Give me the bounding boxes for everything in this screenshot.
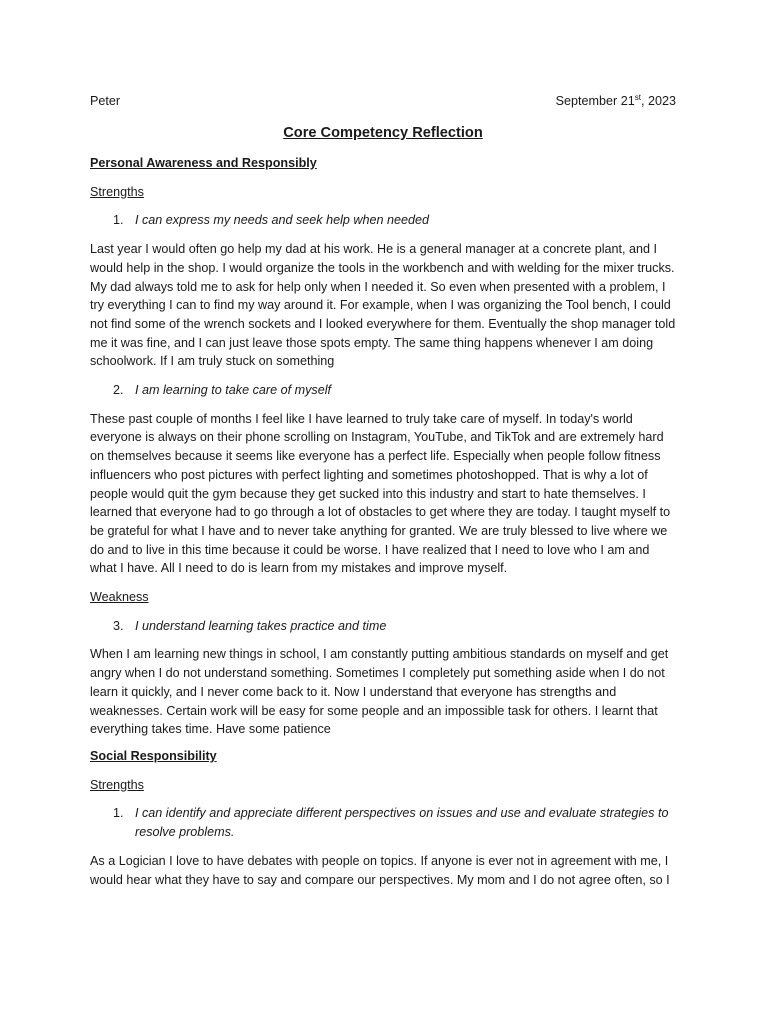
list-item-text: I understand learning takes practice and time	[135, 618, 387, 633]
paragraph: These past couple of months I feel like I have learned to truly take care of myself. In today's world everyone is always on their phone scrolling on Instagram, YouTube, and TikTok and are extremely hard on themselves because it seems like everyone has a perfect life. Especially when people follow fitness influencers who post pictures with perfect lighting and sometimes photoshopped. That is why a lot of people would quit the gym because they get sucked into this industry and start to hate themselves. I learned that everyone had to go through a lot of obstacles to get where they are today. I taught myself to be grateful for what I have and to never take anything for granted. We are truly blessed to live where we do and to live in this time because it could be worse. I have realized that I need to love who I am and what I have. All I need to do is learn from my mistakes and improve myself.	[90, 411, 671, 576]
list-item	[90, 617, 676, 636]
date-main: September 21	[555, 94, 635, 108]
date-year: , 2023	[640, 94, 676, 108]
list-number: 1.	[113, 806, 124, 821]
section-heading-social-responsibility: Social Responsibility	[90, 748, 217, 763]
section-heading-personal-awareness: Personal Awareness and Responsibly	[90, 156, 317, 170]
subheading-weakness: Weakness	[90, 590, 149, 605]
subheading-strengths: Strengths	[90, 184, 144, 199]
list-item	[90, 381, 676, 400]
date-suffix: st	[634, 93, 641, 102]
subheading-strengths: Strengths	[90, 777, 144, 792]
document-date	[556, 92, 676, 112]
list-number: 2.	[113, 383, 124, 398]
author-name: Peter	[90, 94, 121, 108]
document-header	[90, 92, 676, 112]
list-number: 1.	[113, 213, 124, 228]
paragraph: Last year I would often go help my dad at his work. He is a general manager at a concrete plant, and I would help in the shop. I would organize the tools in the workbench and with welding for the mixer trucks. My dad always told me to ask for help only when I needed it. So even when presented with a problem, I try everything I can to find my way around it. For example, when I was organizing the Tool bench, I could not find some of the wrench sockets and I looked everywhere for them. Eventually the shop manager told me it was fine, and I can just leave those spots empty. The same thing happens whenever I am doing schoolwork. If I am truly stuck on something	[90, 242, 676, 369]
paragraph: As a Logician I love to have debates with people on topics. If anyone is ever not in agreement with me, I would hear what they have to say and compare our perspectives. My mom and I do not agree often, so I	[90, 853, 670, 887]
list-item-text: I am learning to take care of myself	[135, 383, 331, 398]
document-title: Core Competency Reflection	[283, 125, 483, 141]
list-item-text: I can identify and appreciate different perspectives on issues and use and evaluate strategies to resolve problems.	[135, 806, 669, 840]
list-item-text: I can express my needs and seek help when needed	[135, 213, 430, 228]
list-number: 3.	[113, 618, 124, 633]
list-item	[90, 211, 676, 230]
paragraph: When I am learning new things in school, I am constantly putting ambitious standards on myself and get angry when I do not understand something. Sometimes I completely put something aside when I do not learn it quickly, and I never come back to it. Now I understand that everyone has strengths and weaknesses. Certain work will be easy for some people and an impossible task for others. I learnt that everything takes time. Have some patience	[90, 647, 669, 737]
list-item	[90, 804, 676, 841]
